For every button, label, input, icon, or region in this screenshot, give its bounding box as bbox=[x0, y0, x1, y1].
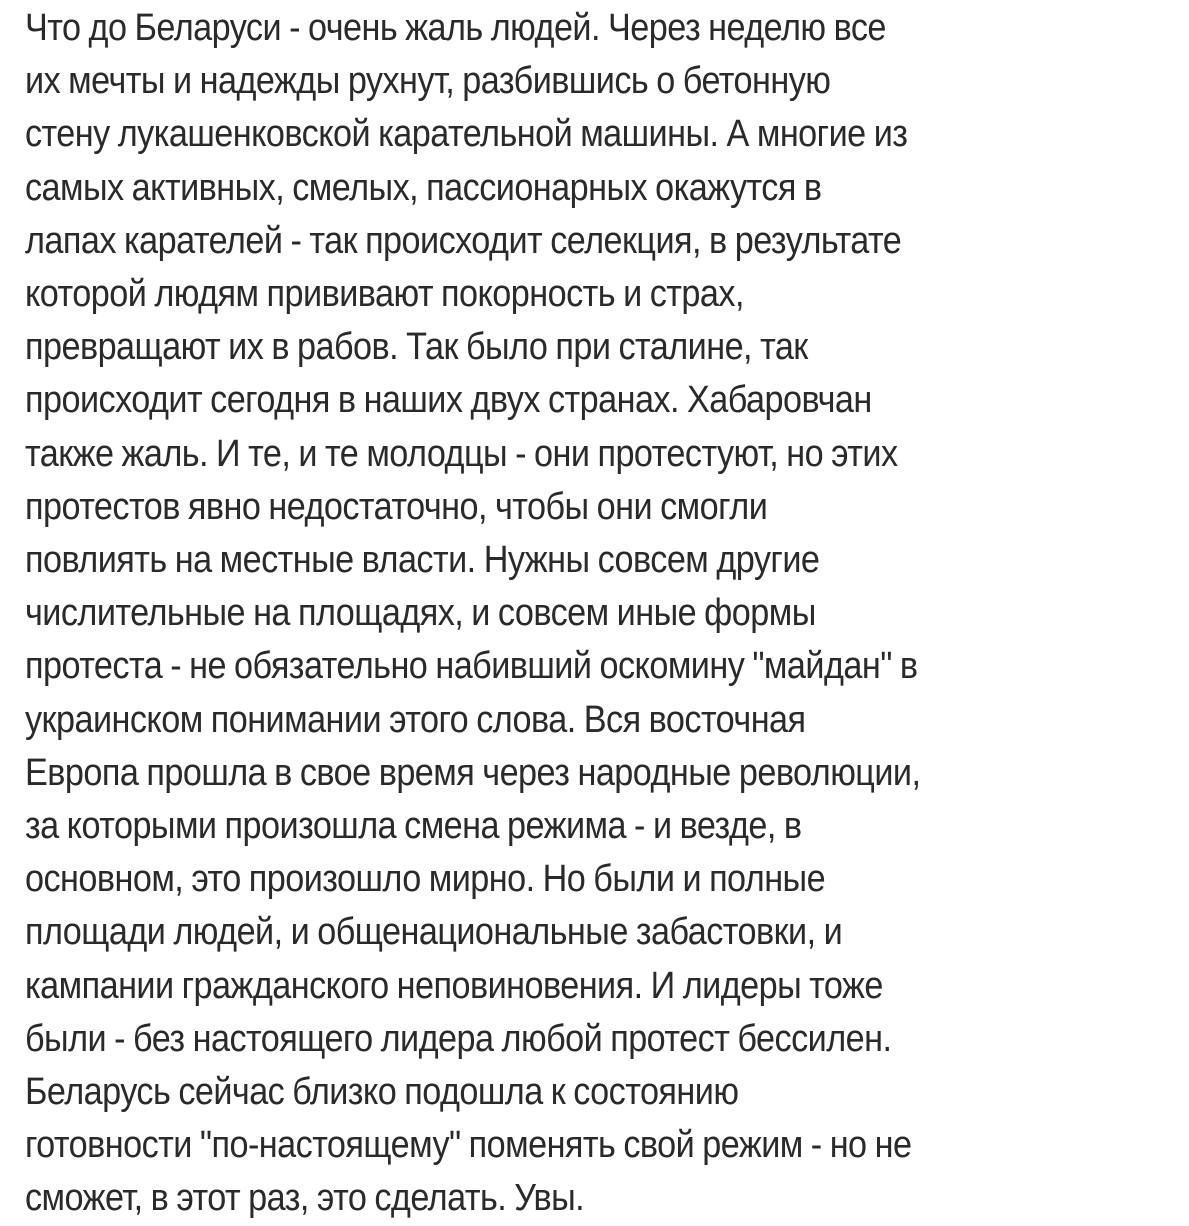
post-text-line: которой людям прививают покорность и страх, bbox=[25, 273, 744, 316]
post-text-line: Беларусь сейчас близко подошла к состоянию bbox=[25, 1071, 739, 1114]
post-text-line: протестов явно недостаточно, чтобы они смогли bbox=[25, 485, 768, 528]
post-text-line: за которыми произошла смена режима - и везде, в bbox=[25, 805, 802, 848]
post-text-line: протеста - не обязательно набивший оскомину "майдан" в bbox=[25, 645, 918, 688]
post-text-line: также жаль. И те, и те молодцы - они протестуют, но этих bbox=[25, 432, 898, 475]
post-text-line: происходит сегодня в наших двух странах. Хабаровчан bbox=[25, 379, 872, 422]
post-text bbox=[25, 0, 1185, 1226]
post-text-line: повлиять на местные власти. Нужны совсем другие bbox=[25, 539, 820, 582]
post-text-line: стену лукашенковской карательной машины. А многие из bbox=[25, 113, 908, 156]
post-text-line: сможет, в этот раз, это сделать. Увы. bbox=[25, 1177, 585, 1220]
post-text-line: украинском понимании этого слова. Вся восточная bbox=[25, 698, 806, 741]
post-text-line: числительные на площадях, и совсем иные формы bbox=[25, 592, 816, 635]
post-text-line: кампании гражданского неповиновения. И лидеры тоже bbox=[25, 964, 883, 1007]
post-text-line: площади людей, и общенациональные забастовки, и bbox=[25, 911, 843, 954]
post-text-line: были - без настоящего лидера любой протест бессилен. bbox=[25, 1017, 892, 1060]
post-text-line: готовности "по-настоящему" поменять свой режим - но не bbox=[25, 1124, 912, 1167]
post-text-line: лапах карателей - так происходит селекция, в результате bbox=[25, 219, 902, 262]
post-text-line: превращают их в рабов. Так было при сталине, так bbox=[25, 326, 808, 369]
post-text-line: основном, это произошло мирно. Но были и полные bbox=[25, 858, 826, 901]
post-text-line: самых активных, смелых, пассионарных окажутся в bbox=[25, 166, 822, 209]
post-text-line: Европа прошла в свое время через народные революции, bbox=[25, 751, 921, 794]
post-text-line: Что до Беларуси - очень жаль людей. Через неделю все bbox=[25, 7, 886, 49]
post-text-line: их мечты и надежды рухнут, разбившись о бетонную bbox=[25, 60, 831, 103]
